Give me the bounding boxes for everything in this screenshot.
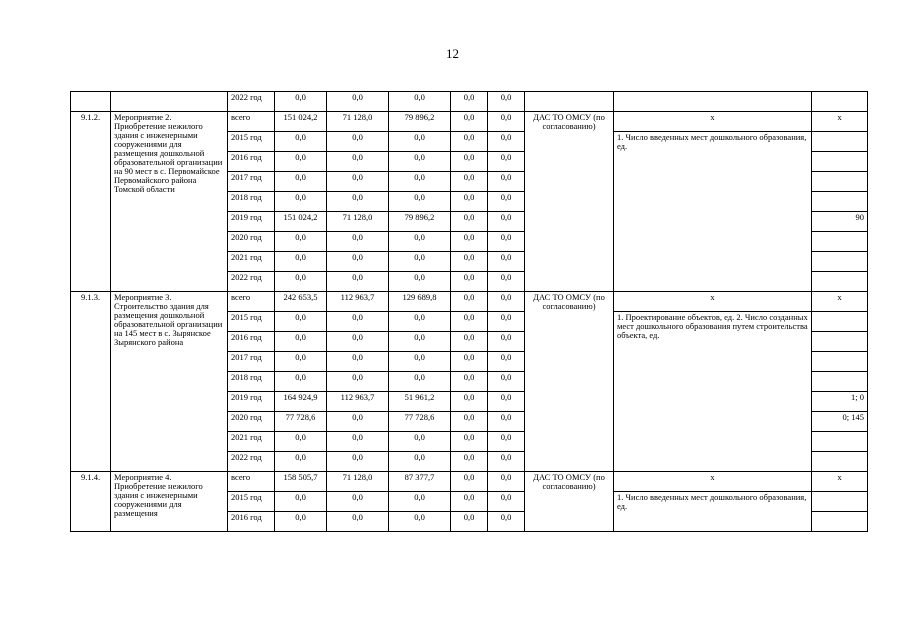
indicator-x: x <box>614 472 812 492</box>
regional-value: 0,0 <box>389 192 451 212</box>
regional-value: 0,0 <box>389 232 451 252</box>
total-value: 0,0 <box>275 492 327 512</box>
year-cell: 2022 год <box>228 452 275 472</box>
regional-value: 0,0 <box>389 512 451 532</box>
other-value: 0,0 <box>488 92 525 112</box>
table-row <box>71 292 868 312</box>
federal-value: 0,0 <box>327 92 389 112</box>
total-value: 0,0 <box>275 332 327 352</box>
local-value: 0,0 <box>451 212 488 232</box>
executor-cell: ДАС ТО ОМСУ (по согласованию) <box>525 112 614 292</box>
regional-value: 79 896,2 <box>389 212 451 232</box>
local-value: 0,0 <box>451 372 488 392</box>
year-cell: 2022 год <box>228 92 275 112</box>
year-cell: 2022 год <box>228 272 275 292</box>
indicator-value: 1; 0 <box>812 392 868 412</box>
indicator-value: 90 <box>812 212 868 232</box>
total-value: 0,0 <box>275 352 327 372</box>
item-code: 9.1.4. <box>71 472 111 532</box>
local-value: 0,0 <box>451 172 488 192</box>
year-cell: 2016 год <box>228 152 275 172</box>
indicator-text: 1. Число введенных мест дошкольного образования, ед. <box>614 132 812 292</box>
year-cell: 2018 год <box>228 192 275 212</box>
indicator-text: 1. Проектирование объектов, ед. 2. Число созданных мест дошкольного образования путем строительства объекта, ед. <box>614 312 812 472</box>
other-value: 0,0 <box>488 332 525 352</box>
year-cell: 2018 год <box>228 372 275 392</box>
local-value: 0,0 <box>451 132 488 152</box>
local-value: 0,0 <box>451 92 488 112</box>
federal-value: 0,0 <box>327 352 389 372</box>
total-value: 0,0 <box>275 192 327 212</box>
indicator-value <box>812 172 868 192</box>
federal-value: 0,0 <box>327 372 389 392</box>
federal-value: 71 128,0 <box>327 212 389 232</box>
regional-value: 0,0 <box>389 252 451 272</box>
total-value: 0,0 <box>275 252 327 272</box>
local-value: 0,0 <box>451 232 488 252</box>
other-value: 0,0 <box>488 252 525 272</box>
total-value: 158 505,7 <box>275 472 327 492</box>
other-value: 0,0 <box>488 172 525 192</box>
indicator-value <box>812 492 868 512</box>
year-cell: 2015 год <box>228 132 275 152</box>
regional-value: 77 728,6 <box>389 412 451 432</box>
indicator-value <box>812 352 868 372</box>
regional-value: 0,0 <box>389 372 451 392</box>
total-value: 0,0 <box>275 512 327 532</box>
regional-value: 129 689,8 <box>389 292 451 312</box>
local-value: 0,0 <box>451 332 488 352</box>
federal-value: 0,0 <box>327 272 389 292</box>
total-value: 151 024,2 <box>275 112 327 132</box>
federal-value: 112 963,7 <box>327 292 389 312</box>
program-table <box>70 91 868 532</box>
total-value: 0,0 <box>275 172 327 192</box>
local-value: 0,0 <box>451 112 488 132</box>
indicator-value <box>812 372 868 392</box>
other-value: 0,0 <box>488 452 525 472</box>
other-value: 0,0 <box>488 232 525 252</box>
year-cell: 2015 год <box>228 492 275 512</box>
executor-cell: ДАС ТО ОМСУ (по согласованию) <box>525 292 614 472</box>
local-value: 0,0 <box>451 352 488 372</box>
federal-value: 0,0 <box>327 132 389 152</box>
local-value: 0,0 <box>451 492 488 512</box>
indicator-value-x: x <box>812 112 868 132</box>
local-value: 0,0 <box>451 192 488 212</box>
item-name: Мероприятие 4. Приобретение нежилого здания с инженерными сооружениями для размещения <box>111 472 228 532</box>
federal-value: 0,0 <box>327 492 389 512</box>
regional-value: 0,0 <box>389 332 451 352</box>
item-name: Мероприятие 2. Приобретение нежилого здания с инженерными сооружениями для размещения дошкольной образовательной организации на 90 мест в с. Первомайское Первомайского района Томской области <box>111 112 228 292</box>
year-cell: 2015 год <box>228 312 275 332</box>
indicator-value <box>812 512 868 532</box>
indicator-x: x <box>614 112 812 132</box>
indicator-text: 1. Число введенных мест дошкольного образования, ед. <box>614 492 812 532</box>
year-cell: 2016 год <box>228 332 275 352</box>
total-value: 0,0 <box>275 372 327 392</box>
table-row <box>71 112 868 132</box>
regional-value: 0,0 <box>389 352 451 372</box>
total-label: всего <box>228 112 275 132</box>
other-value: 0,0 <box>488 472 525 492</box>
indicator-cell <box>614 92 812 112</box>
regional-value: 87 377,7 <box>389 472 451 492</box>
table-row <box>71 472 868 492</box>
federal-value: 71 128,0 <box>327 112 389 132</box>
name-cell <box>111 92 228 112</box>
local-value: 0,0 <box>451 292 488 312</box>
indicator-value-x: x <box>812 472 868 492</box>
year-cell: 2019 год <box>228 392 275 412</box>
regional-value: 0,0 <box>389 272 451 292</box>
regional-value: 0,0 <box>389 312 451 332</box>
federal-value: 0,0 <box>327 512 389 532</box>
other-value: 0,0 <box>488 372 525 392</box>
federal-value: 0,0 <box>327 152 389 172</box>
other-value: 0,0 <box>488 352 525 372</box>
indicator-value-x: x <box>812 292 868 312</box>
local-value: 0,0 <box>451 512 488 532</box>
federal-value: 0,0 <box>327 332 389 352</box>
federal-value: 0,0 <box>327 312 389 332</box>
regional-value: 79 896,2 <box>389 112 451 132</box>
table-row <box>71 92 868 112</box>
total-value: 0,0 <box>275 132 327 152</box>
regional-value: 0,0 <box>389 172 451 192</box>
total-value: 164 924,9 <box>275 392 327 412</box>
other-value: 0,0 <box>488 492 525 512</box>
regional-value: 51 961,2 <box>389 392 451 412</box>
total-value: 0,0 <box>275 432 327 452</box>
item-name: Мероприятие 3. Строительство здания для размещения дошкольной образовательной организации на 145 мест в с. Зырянское Зырянского района <box>111 292 228 472</box>
other-value: 0,0 <box>488 112 525 132</box>
regional-value: 0,0 <box>389 152 451 172</box>
total-value: 0,0 <box>275 272 327 292</box>
total-value: 151 024,2 <box>275 212 327 232</box>
total-label: всего <box>228 472 275 492</box>
indicator-value <box>812 252 868 272</box>
total-value: 0,0 <box>275 312 327 332</box>
federal-value: 71 128,0 <box>327 472 389 492</box>
local-value: 0,0 <box>451 432 488 452</box>
indicator-value <box>812 132 868 152</box>
item-code: 9.1.3. <box>71 292 111 472</box>
federal-value: 0,0 <box>327 252 389 272</box>
federal-value: 112 963,7 <box>327 392 389 412</box>
executor-cell <box>525 92 614 112</box>
federal-value: 0,0 <box>327 192 389 212</box>
local-value: 0,0 <box>451 272 488 292</box>
year-cell: 2021 год <box>228 432 275 452</box>
regional-value: 0,0 <box>389 92 451 112</box>
other-value: 0,0 <box>488 212 525 232</box>
indicator-value <box>812 332 868 352</box>
other-value: 0,0 <box>488 512 525 532</box>
indicator-value <box>812 192 868 212</box>
year-cell: 2017 год <box>228 352 275 372</box>
local-value: 0,0 <box>451 412 488 432</box>
regional-value: 0,0 <box>389 452 451 472</box>
indicator-value <box>812 432 868 452</box>
indicator-value-cell <box>812 92 868 112</box>
executor-cell: ДАС ТО ОМСУ (по согласованию) <box>525 472 614 532</box>
other-value: 0,0 <box>488 152 525 172</box>
year-cell: 2021 год <box>228 252 275 272</box>
federal-value: 0,0 <box>327 172 389 192</box>
federal-value: 0,0 <box>327 412 389 432</box>
local-value: 0,0 <box>451 392 488 412</box>
regional-value: 0,0 <box>389 432 451 452</box>
total-value: 0,0 <box>275 452 327 472</box>
federal-value: 0,0 <box>327 432 389 452</box>
indicator-value: 0; 145 <box>812 412 868 432</box>
total-value: 77 728,6 <box>275 412 327 432</box>
item-code: 9.1.2. <box>71 112 111 292</box>
local-value: 0,0 <box>451 252 488 272</box>
indicator-value <box>812 452 868 472</box>
total-value: 0,0 <box>275 92 327 112</box>
federal-value: 0,0 <box>327 232 389 252</box>
year-cell: 2020 год <box>228 412 275 432</box>
indicator-value <box>812 152 868 172</box>
total-value: 242 653,5 <box>275 292 327 312</box>
total-label: всего <box>228 292 275 312</box>
indicator-value <box>812 312 868 332</box>
other-value: 0,0 <box>488 132 525 152</box>
local-value: 0,0 <box>451 152 488 172</box>
other-value: 0,0 <box>488 312 525 332</box>
local-value: 0,0 <box>451 312 488 332</box>
indicator-value <box>812 272 868 292</box>
code-cell <box>71 92 111 112</box>
total-value: 0,0 <box>275 152 327 172</box>
year-cell: 2017 год <box>228 172 275 192</box>
year-cell: 2019 год <box>228 212 275 232</box>
local-value: 0,0 <box>451 472 488 492</box>
regional-value: 0,0 <box>389 132 451 152</box>
regional-value: 0,0 <box>389 492 451 512</box>
indicator-value <box>812 232 868 252</box>
federal-value: 0,0 <box>327 452 389 472</box>
other-value: 0,0 <box>488 192 525 212</box>
local-value: 0,0 <box>451 452 488 472</box>
year-cell: 2016 год <box>228 512 275 532</box>
other-value: 0,0 <box>488 432 525 452</box>
total-value: 0,0 <box>275 232 327 252</box>
year-cell: 2020 год <box>228 232 275 252</box>
page-number: 12 <box>446 46 459 61</box>
indicator-x: x <box>614 292 812 312</box>
table-body <box>71 92 868 532</box>
other-value: 0,0 <box>488 292 525 312</box>
other-value: 0,0 <box>488 392 525 412</box>
other-value: 0,0 <box>488 412 525 432</box>
other-value: 0,0 <box>488 272 525 292</box>
